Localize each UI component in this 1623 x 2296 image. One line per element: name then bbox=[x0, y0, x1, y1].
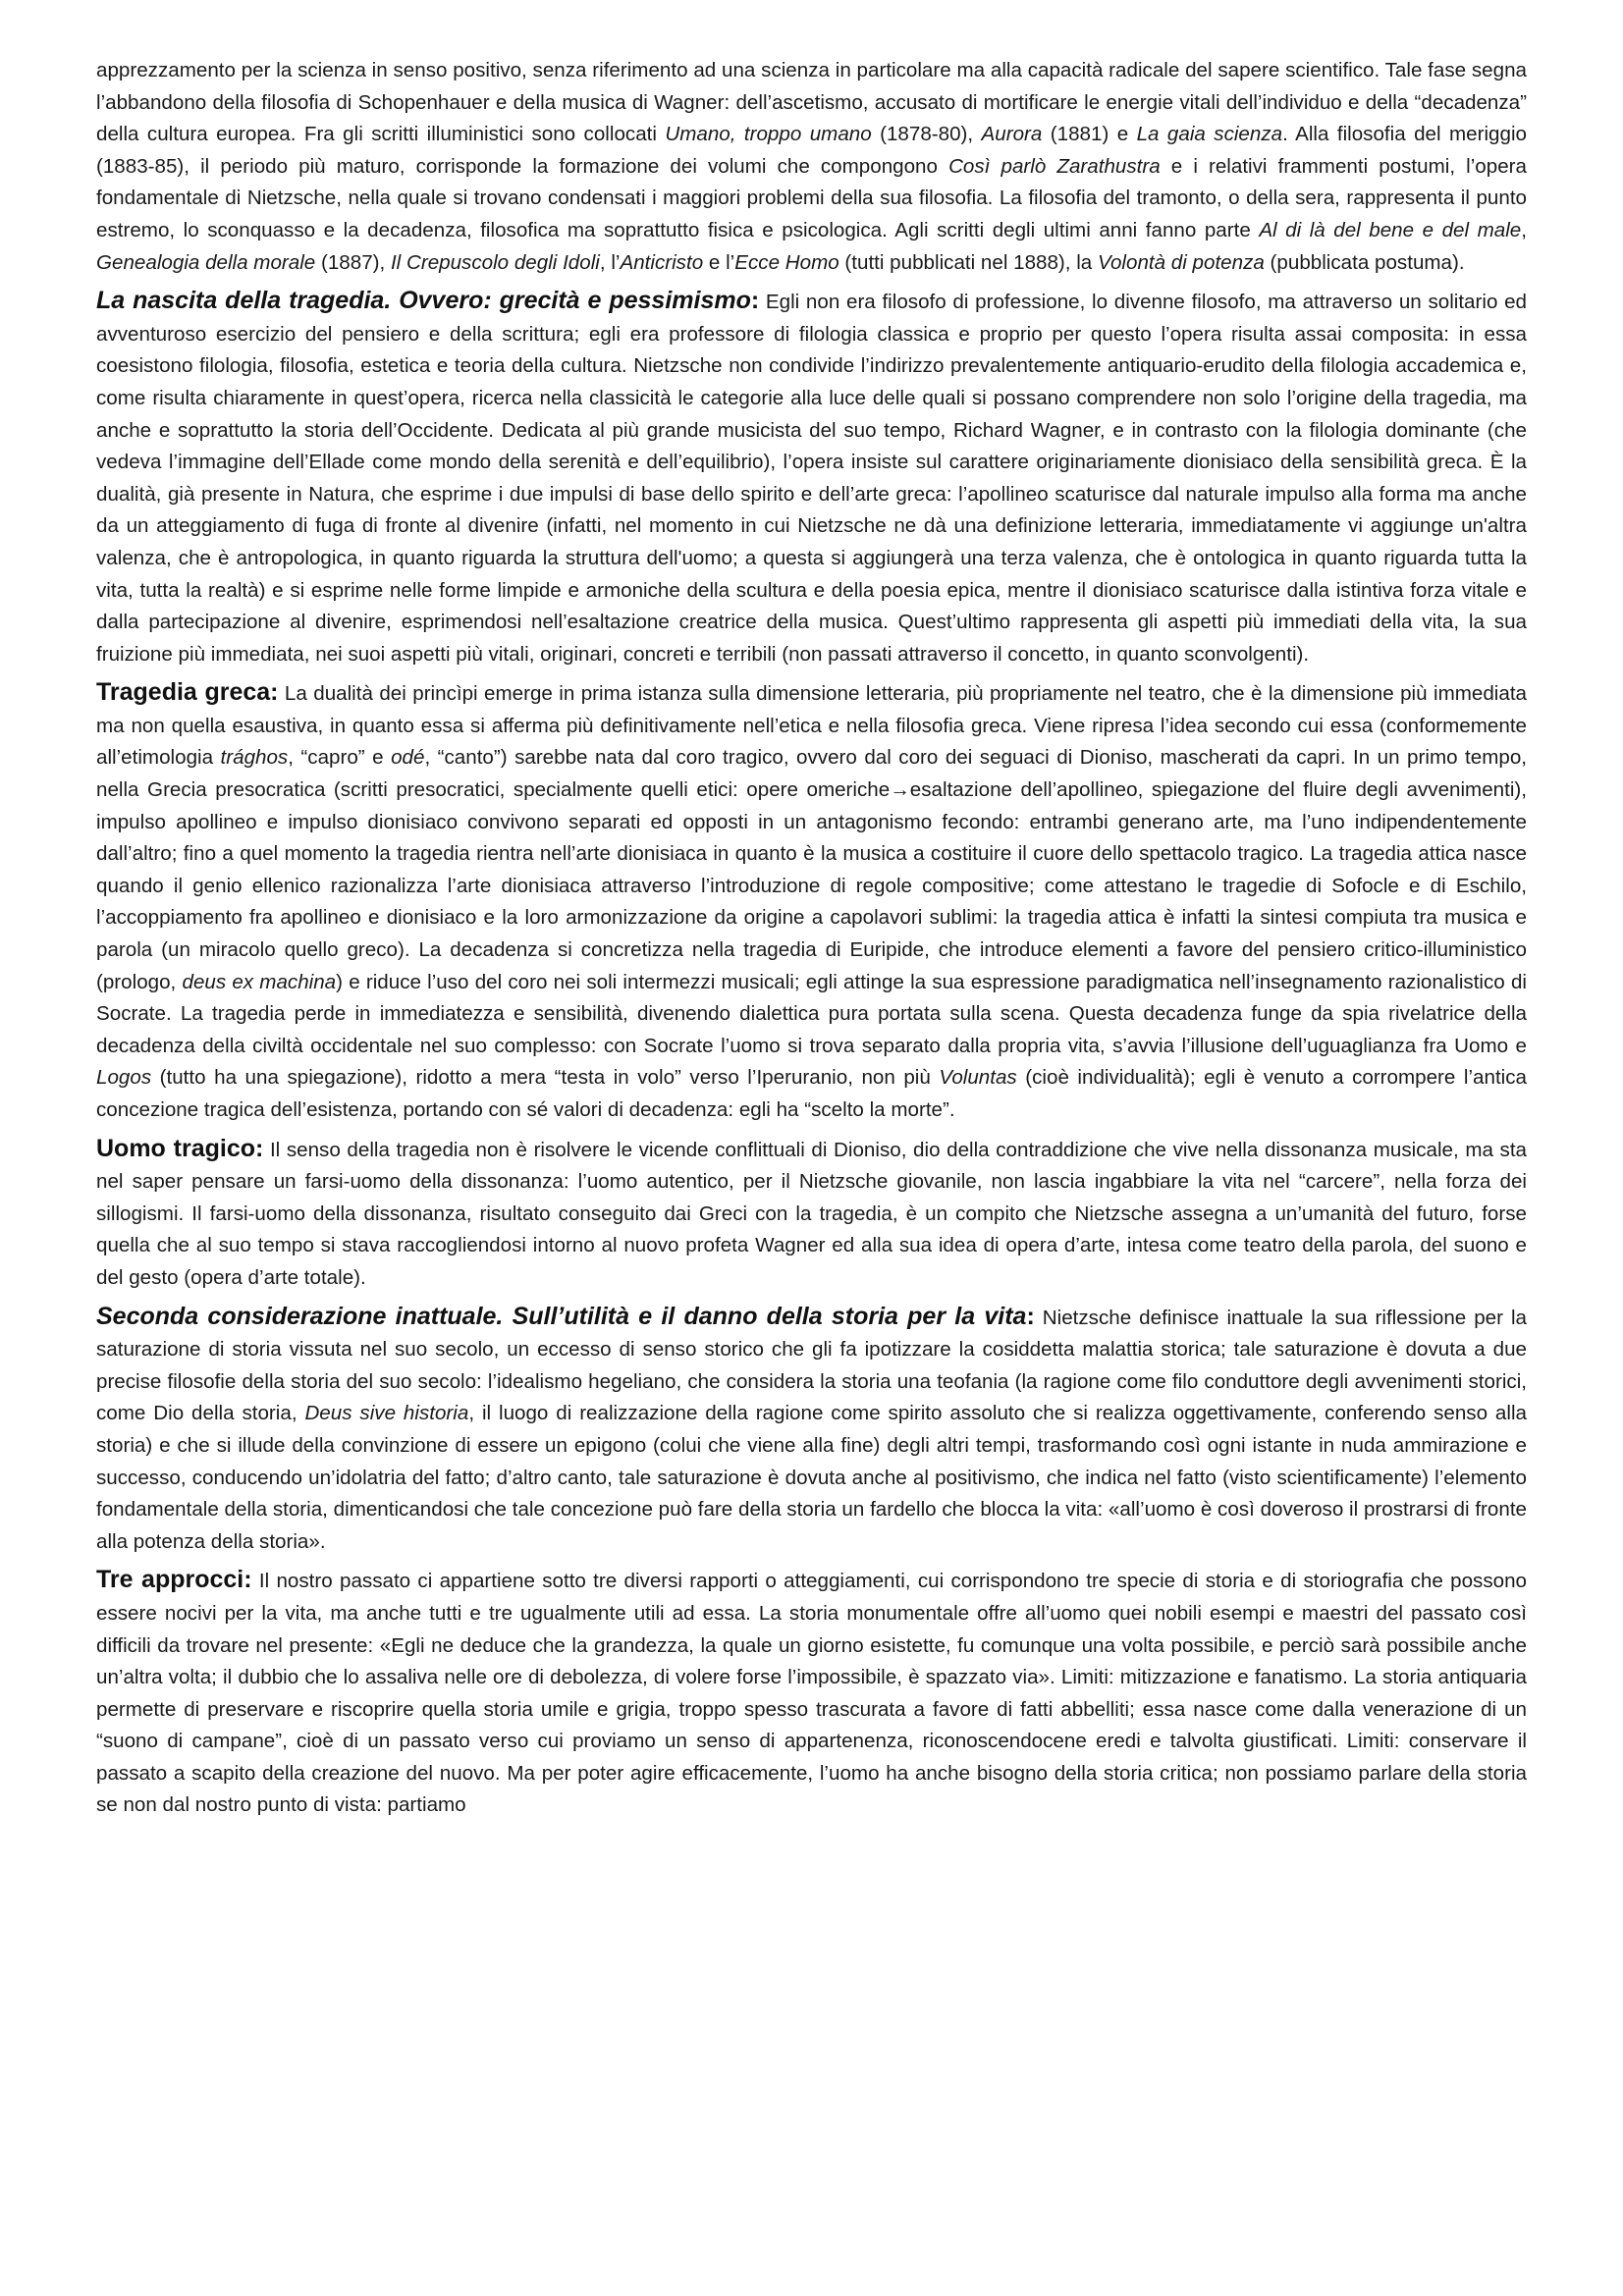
section-heading: Tre approcci: bbox=[96, 1566, 252, 1594]
text-run: , l’ bbox=[599, 250, 621, 274]
section-heading: Seconda considerazione inattuale. Sull’utilità e il danno della storia per la vita bbox=[96, 1302, 1027, 1330]
text-run: Egli non era filosofo di professione, lo divenne filosofo, ma attraverso un solitario ed avventuroso esercizio del pensiero e della scrittura; egli era professore di filologia classica e proprio per questo l’opera risulta assai composita: in essa coesistono filologia, filosofia, estetica e teoria della cultura. Nietzsche non condivide l’indirizzo prevalentemente antiquario-erudito della filologia accademica e, come risulta chiaramente in quest’opera, ricerca nella classicità le categorie alla luce delle quali si possano comprendere non solo l’origine della tragedia, ma anche e soprattutto la storia dell’Occidente. Dedicata al più grande musicista del suo tempo, Richard Wagner, e in contrasto con la filologia dominante (che vedeva l’immagine dell’Ellade come mondo della serenità e dell’equilibrio), l’opera insiste sul carattere originariamente dionisiaco della sensibilità greca. È la dualità, già presente in Natura, che esprime i due impulsi di base dello spirito e dell’arte greca: l’apollineo scaturisce dal naturale impulso alla forma ma anche da un atteggiamento di fuga di fronte al divenire (infatti, nel momento in cui Nietzsche ne dà una definizione letteraria, immediatamente vi aggiunge un'altra valenza, che è antropologica, in quanto riguarda la struttura dell'uomo; a questa si aggiungerà una terza valenza, che è ontologica in quanto riguarda tutta la vita, tutta la realtà) e si esprime nelle forme limpide e armoniche della scultura e della poesia epica, mentre il dionisiaco scaturisce dalla istintiva forza vitale e dalla partecipazione al divenire, esprimendosi nell’esaltazione creatrice della musica. Quest’ultimo rappresenta gli aspetti più immediati della vita, la sua fruizione più immediata, nei suoi aspetti più vitali, originari, concreti e terribili (non passati attraverso il concetto, in quanto sconvolgenti). bbox=[96, 291, 1528, 666]
paragraph-3 bbox=[96, 676, 1527, 1126]
italic-title: Aurora bbox=[981, 123, 1043, 146]
text-run: , il luogo di realizzazione della ragione come spirito assoluto che si realizza oggettivamente, conferendo senso alla storia) e che si illude della convinzione di essere un epigono (colui che viene alla fine) degli altri tempi, trasformando così ogni istante in nuda ammirazione e successo, conducendo un’idolatria del fatto; d’altro canto, tale saturazione è dovuta anche al positivismo, che indica nel fatto (visto scientificamente) l’elemento fondamentale della storia, dimenticandosi che tale concezione può fare della storia un fardello che blocca la vita: «all’uomo è così doveroso il prostrarsi di fronte alla potenza della storia». bbox=[96, 1402, 1527, 1553]
text-run: (cioè individualità); egli è venuto a corrompere l’antica concezione tragica dell’esistenza, portando con sé valori di decadenza: egli ha “scelto la morte”. bbox=[96, 1066, 1527, 1121]
text-run: , “canto”) sarebbe nata dal coro tragico, ovvero dal coro dei seguaci di Dioniso, mascherati da capri. In un primo tempo, nella Grecia presocratica (scritti presocratici, specialmente quelli etici: opere omeriche→esaltazione dell’apollineo, spiegazione del fluire degli avvenimenti), impulso apollineo e impulso dionisiaco convivono separati ed opposti in un antagonismo fecondo: entrambi generano arte, ma l’uno indipendentemente dall’altro; fino a quel momento la tragedia rientra nell’arte dionisiaca in quanto è la musica a costituire il cuore dello spettacolo tragico. La tragedia attica nasce quando il genio ellenico razionalizza l’arte dionisiaca attraverso l’introduzione di regole compositive; come attestano le tragedie di Sofocle e di Eschilo, l’accoppiamento fra apollineo e dionisiaco e la loro armonizzazione da origine a capolavori sublimi: la tragedia attica è infatti la sintesi compiuta tra musica e parola (un miracolo quello greco). La decadenza si concretizza nella tragedia di Euripide, che introduce elementi a favore del pensiero critico-illuministico (prologo, bbox=[96, 746, 1527, 993]
paragraph-4 bbox=[96, 1133, 1527, 1295]
text-run: (1878-80), bbox=[871, 123, 982, 146]
italic-title: Logos bbox=[96, 1066, 152, 1090]
text-run: La dualità dei princìpi emerge in prima istanza sulla dimensione letteraria, più propriamente nel teatro, che è la dimensione più immediata ma non quella esaustiva, in quanto essa si afferma più definitivamente nell’etica e nella filosofia greca. Viene ripresa l’idea secondo cui essa (conformemente all’etimologia bbox=[96, 682, 1527, 770]
document-page bbox=[96, 55, 1527, 1828]
text-run: (1881) e bbox=[1042, 123, 1137, 146]
section-heading: Uomo tragico: bbox=[96, 1134, 264, 1162]
text-run: ) e riduce l’uso del coro nei soli intermezzi musicali; egli attinge la sua espressione paradigmatica nell’insegnamento razionalistico di Socrate. La tragedia perde in immediatezza e sensibilità, divenendo dialettica pura portata sulla scena. Questa decadenza funge da spia rivelatrice della decadenza della civiltà occidentale nel suo complesso: con Socrate l’uomo si trova separato dalla propria vita, s’avvia l’illusione dell’uguaglianza fra Uomo e bbox=[96, 970, 1527, 1057]
text-run: apprezzamento per la scienza in senso positivo, senza riferimento ad una scienza in particolare ma alla capacità radicale del sapere scientifico. Tale fase segna l’abbandono della filosofia di Schopenhauer e della musica di Wagner: dell’ascetismo, accusato di mortificare le energie vitali dell’individuo e della “decadenza” della cultura europea. Fra gli scritti illuministici sono collocati bbox=[96, 59, 1527, 146]
italic-title: odé bbox=[391, 746, 425, 770]
italic-title: Voluntas bbox=[939, 1066, 1017, 1090]
italic-title: La gaia scienza bbox=[1136, 123, 1283, 146]
italic-title: Genealogia della morale bbox=[96, 250, 316, 274]
text-run: Nietzsche definisce inattuale la sua riflessione per la saturazione di storia vissuta nel suo secolo, un eccesso di senso storico che gli fa ipotizzare la cosiddetta malattia storica; tale saturazione è dovuta a due precise filosofie della storia del suo secolo: l’idealismo hegeliano, che considera la storia una teofania (la ragione come filo conduttore degli avvenimenti storici, come Dio della storia, bbox=[96, 1306, 1527, 1425]
text-run: (pubblicata postuma). bbox=[1264, 250, 1465, 274]
italic-title: Umano, troppo umano bbox=[665, 123, 872, 146]
paragraph-5 bbox=[96, 1301, 1527, 1559]
section-heading: Tragedia greca: bbox=[96, 678, 279, 707]
paragraph-1 bbox=[96, 55, 1527, 279]
section-heading: : bbox=[750, 287, 760, 315]
italic-title: Il Crepuscolo degli Idoli bbox=[390, 250, 600, 274]
section-heading: La nascita della tragedia. Ovvero: grecità e pessimismo bbox=[96, 287, 751, 315]
text-run: e l’ bbox=[703, 250, 735, 274]
paragraph-6 bbox=[96, 1564, 1527, 1822]
italic-title: Ecce Homo bbox=[734, 250, 839, 274]
italic-title: Anticristo bbox=[620, 250, 704, 274]
text-run: (tutti pubblicati nel 1888), la bbox=[839, 250, 1098, 274]
text-run: e i relativi frammenti postumi, l’opera fondamentale di Nietzsche, nella quale si trovano condensati i maggiori problemi della sua filosofia. La filosofia del tramonto, o della sera, rappresenta il punto estremo, lo sconquasso e la decadenza, filosofica ma soprattutto fisica e psicologica. Agli scritti degli ultimi anni fanno parte bbox=[96, 154, 1527, 241]
italic-title: Al di là del bene e del male bbox=[1259, 218, 1522, 241]
text-run: , bbox=[1521, 218, 1527, 241]
text-run: (1887), bbox=[315, 250, 391, 274]
italic-title: Così parlò Zarathustra bbox=[948, 154, 1161, 178]
italic-title: trághos bbox=[220, 746, 289, 770]
italic-title: deus ex machina bbox=[182, 970, 337, 993]
text-run: (tutto ha una spiegazione), ridotto a mera “testa in volo” verso l’Iperuranio, non più bbox=[151, 1066, 940, 1090]
section-heading: : bbox=[1026, 1302, 1035, 1330]
italic-title: Deus sive historia bbox=[304, 1402, 469, 1425]
text-run: Il nostro passato ci appartiene sotto tre diversi rapporti o atteggiamenti, cui corrispondono tre specie di storia e di storiografia che possono essere nocivi per la vita, ma anche tutti e tre ugualmente utili ad essa. La storia monumentale offre all’uomo quei nobili esempi e maestri del passato così difficili da trovare nel presente: «Egli ne deduce che la grandezza, la quale un giorno esistette, fu comunque una volta possibile, e perciò sarà possibile anche un’altra volta; il dubbio che lo assaliva nelle ore di debolezza, di volere forse l’impossibile, è spazzato via». Limiti: mitizzazione e fanatismo. La storia antiquaria permette di preservare e riscoprire quella storia umile e grigia, troppo spesso trascurata a favore di fatti abbelliti; essa nasce come dalla venerazione di un “suono di campane”, cioè di un passato verso cui proviamo un senso di appartenenza, riconoscendocene eredi e talvolta giustificati. Limiti: conservare il passato a scapito della creazione del nuovo. Ma per poter agire efficacemente, l’uomo ha anche bisogno della storia critica; non possiamo parlare della storia se non dal nostro punto di vista: partiamo bbox=[96, 1570, 1527, 1817]
text-run: . Alla filosofia del meriggio (1883-85), il periodo più maturo, corrisponde la formazione dei volumi che compongono bbox=[96, 123, 1527, 178]
text-run: , “capro” e bbox=[288, 746, 392, 770]
italic-title: Volontà di potenza bbox=[1097, 250, 1265, 274]
paragraph-2 bbox=[96, 285, 1527, 670]
text-run: Il senso della tragedia non è risolvere le vicende conflittuali di Dioniso, dio della contraddizione che vive nella dissonanza musicale, ma sta nel saper pensare un farsi-uomo della dissonanza: l’uomo autentico, per il Nietzsche giovanile, non lascia ingabbiare la vita nel “carcere”, nella forza dei sillogismi. Il farsi-uomo della dissonanza, risultato conseguito dai Greci con la tragedia, è un compito che Nietzsche assegna a un’umanità del futuro, forse quella che al suo tempo si stava raccogliendosi intorno al nuovo profeta Wagner ed alla sua idea di opera d’arte, intesa come teatro della parola, del suono e del gesto (opera d’arte totale). bbox=[96, 1138, 1528, 1289]
